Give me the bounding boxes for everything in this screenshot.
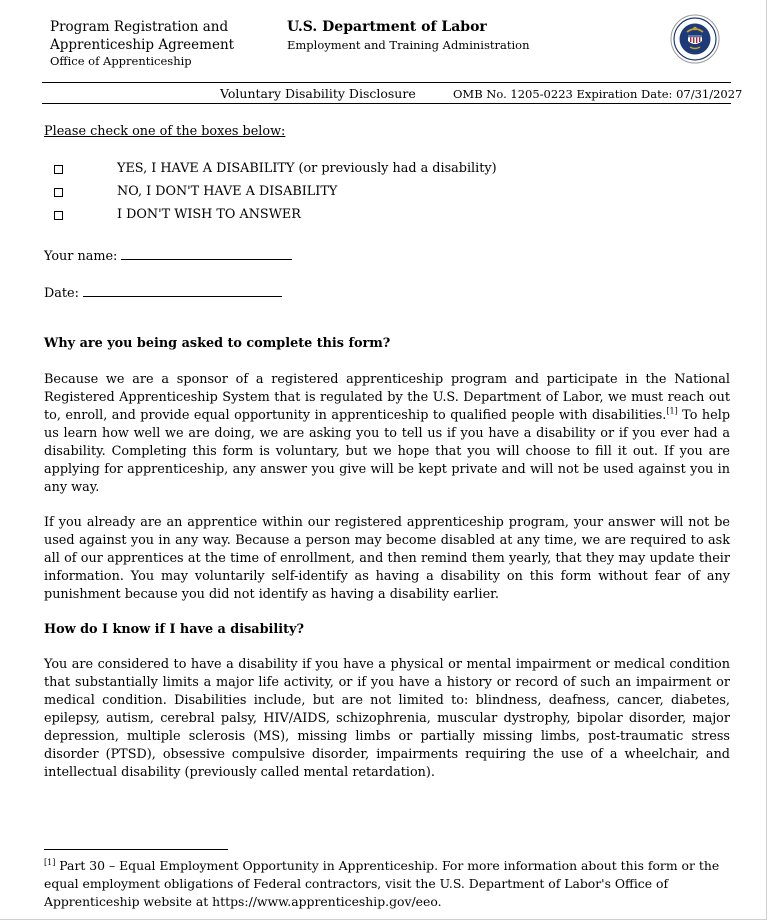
program-title-line1: Program Registration and (50, 19, 229, 35)
date-input-line[interactable] (83, 284, 282, 297)
paragraph-why-1 (44, 371, 730, 497)
department-name: U.S. Department of Labor (287, 19, 487, 35)
omb-number: OMB No. 1205-0223 Expiration Date: 07/31/2027 (453, 87, 743, 101)
administration-name: Employment and Training Administration (287, 38, 530, 52)
instructions (44, 123, 285, 141)
footnote-separator (44, 849, 228, 850)
section-heading-why: Why are you being asked to complete this form? (44, 336, 391, 351)
form-title: Voluntary Disability Disclosure (220, 86, 416, 101)
name-label: Your name: (44, 249, 118, 264)
option-decline-label: I DON'T WISH TO ANSWER (117, 207, 301, 222)
date-label: Date: (44, 286, 79, 301)
paragraph-why-1-part2: To help us learn how well we are doing, we are asking you to tell us if you have a disability or if you ever had a disability. Completing this form is voluntary, but we hope that you will choose to fill it out. If you are applying for apprenticeship, any answer you give will be kept private and will not be used against you in any way. (44, 408, 731, 495)
date-field-row (44, 284, 282, 303)
name-input-line[interactable] (121, 247, 292, 260)
option-decline-checkbox[interactable] (54, 211, 63, 220)
option-no-checkbox[interactable] (54, 188, 63, 197)
paragraph-why-2: If you already are an apprentice within our registered apprenticeship program, your answer will not be used against you in any way. Because a person may become disabled at any time, we are required to ask all of our apprentices at the time of enrollment, and then remind them yearly, that they may update their information. You may voluntarily self-identify as having a disability on this form without fear of any punishment because you did not identify as having a disability earlier. (44, 515, 730, 602)
header-top-rule (42, 82, 731, 83)
paragraph-how: You are considered to have a disability if you have a physical or mental impairment or medical condition that substantially limits a major life activity, or if you have a history or record of such an impairment or medical condition. Disabilities include, but are not limited to: blindness, deafness, cancer, diabetes, epilepsy, autism, cerebral palsy, HIV/AIDS, schizophrenia, muscular dystrophy, bipolar disorder, major depression, multiple sclerosis (MS), missing limbs or partially missing limbs, post-traumatic stress disorder (PTSD), obsessive compulsive disorder, impairments requiring the use of a wheelchair, and intellectual disability (previously called mental retardation). (44, 657, 730, 780)
footnote-marker: [1] (44, 857, 56, 867)
footnote-text: Part 30 – Equal Employment Opportunity in Apprenticeship. For more information about this form or the equal employment obligations of Federal contractors, visit the U.S. Department of Labor's Office of Apprenticeship website at https://www.apprenticeship.gov/eeo. (44, 858, 720, 909)
section-heading-how: How do I know if I have a disability? (44, 622, 304, 637)
option-no-label: NO, I DON'T HAVE A DISABILITY (117, 184, 338, 199)
option-yes-label: YES, I HAVE A DISABILITY (or previously had a disability) (117, 161, 497, 176)
footnote-ref[interactable]: [1] (666, 406, 678, 416)
dol-seal-icon (670, 14, 720, 64)
office-name: Office of Apprenticeship (50, 54, 192, 68)
program-title-line2: Apprenticeship Agreement (50, 37, 235, 53)
header-bottom-rule (42, 103, 731, 104)
name-field-row (44, 247, 292, 266)
footnote (44, 857, 734, 911)
instructions-text: Please check one of the boxes below: (44, 124, 286, 139)
paragraph-why-1-part1: Because we are a sponsor of a registered apprenticeship program and participate in the National Registered Apprenticeship System that is regulated by the U.S. Department of Labor, we must reach out to, enroll, and provide equal opportunity in apprenticeship to qualified people with disabilities. (44, 372, 730, 423)
option-yes-checkbox[interactable] (54, 165, 63, 174)
